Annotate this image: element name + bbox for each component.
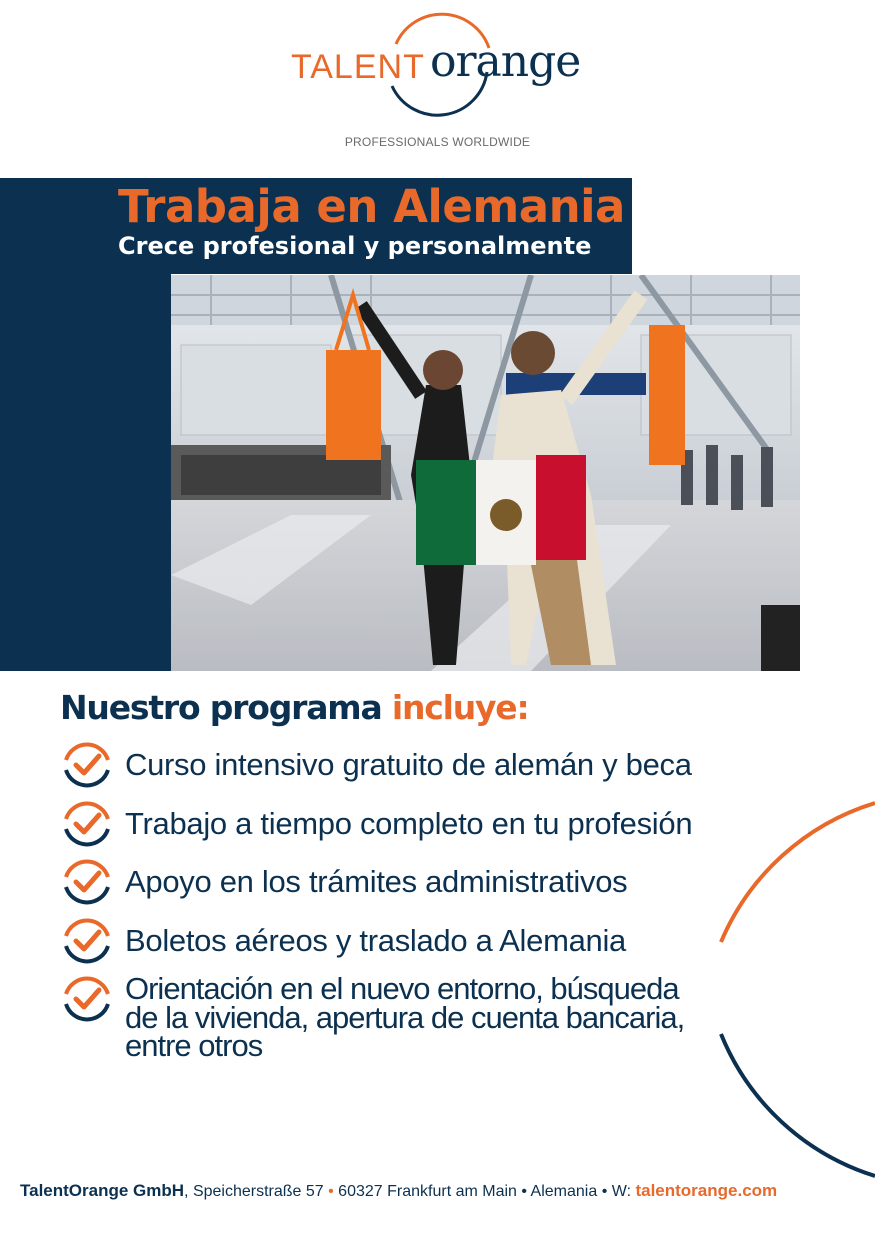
logo xyxy=(0,0,875,160)
footer-web-label: W: xyxy=(611,1183,636,1200)
list-item xyxy=(60,797,692,851)
program-title xyxy=(60,688,529,727)
list-item-text: Boletos aéreos y traslado a Alemania xyxy=(125,923,627,958)
check-circle-icon xyxy=(60,738,114,792)
check-circle-icon xyxy=(60,855,114,909)
program-title-accent: incluye: xyxy=(391,688,529,727)
footer xyxy=(20,1181,777,1201)
check-circle-icon xyxy=(60,914,114,968)
footer-city: 60327 Frankfurt am Main xyxy=(333,1183,522,1200)
footer-street: , Speicherstraße 57 xyxy=(184,1183,329,1200)
list-item xyxy=(60,971,705,1064)
list-item xyxy=(60,738,692,792)
logo-tagline: PROFESSIONALS WORLDWIDE xyxy=(344,135,531,149)
hero-subtitle: Crece profesional y personalmente xyxy=(118,232,592,260)
list-item xyxy=(60,855,627,909)
footer-country: Alemania xyxy=(530,1183,602,1200)
logo-text-orange: orange xyxy=(430,36,581,87)
check-circle-icon xyxy=(60,797,114,851)
footer-separator: • xyxy=(521,1183,531,1200)
list-item-text: Apoyo en los trámites administrativos xyxy=(125,864,628,899)
list-item xyxy=(60,914,626,968)
list-item-text: Orientación en el nuevo entorno, búsqueda de la vivienda, apertura de cuenta bancaria, entre otros xyxy=(125,971,685,1064)
list-item-text: Trabajo a tiempo completo en tu profesión xyxy=(125,806,693,841)
hero-title: Trabaja en Alemania xyxy=(118,180,625,233)
footer-website-link[interactable]: talentorange.com xyxy=(635,1181,778,1200)
logo-text-talent: TALENT xyxy=(291,48,425,86)
hero-side-panel xyxy=(0,274,171,671)
footer-separator: • xyxy=(328,1183,334,1200)
footer-separator: • xyxy=(601,1183,612,1200)
hero-photo xyxy=(171,275,800,671)
program-title-main: Nuestro programa xyxy=(60,688,392,727)
footer-company: TalentOrange GmbH xyxy=(20,1181,185,1200)
check-circle-icon xyxy=(60,972,114,1026)
list-item-text: Curso intensivo gratuito de alemán y beca xyxy=(125,747,692,782)
